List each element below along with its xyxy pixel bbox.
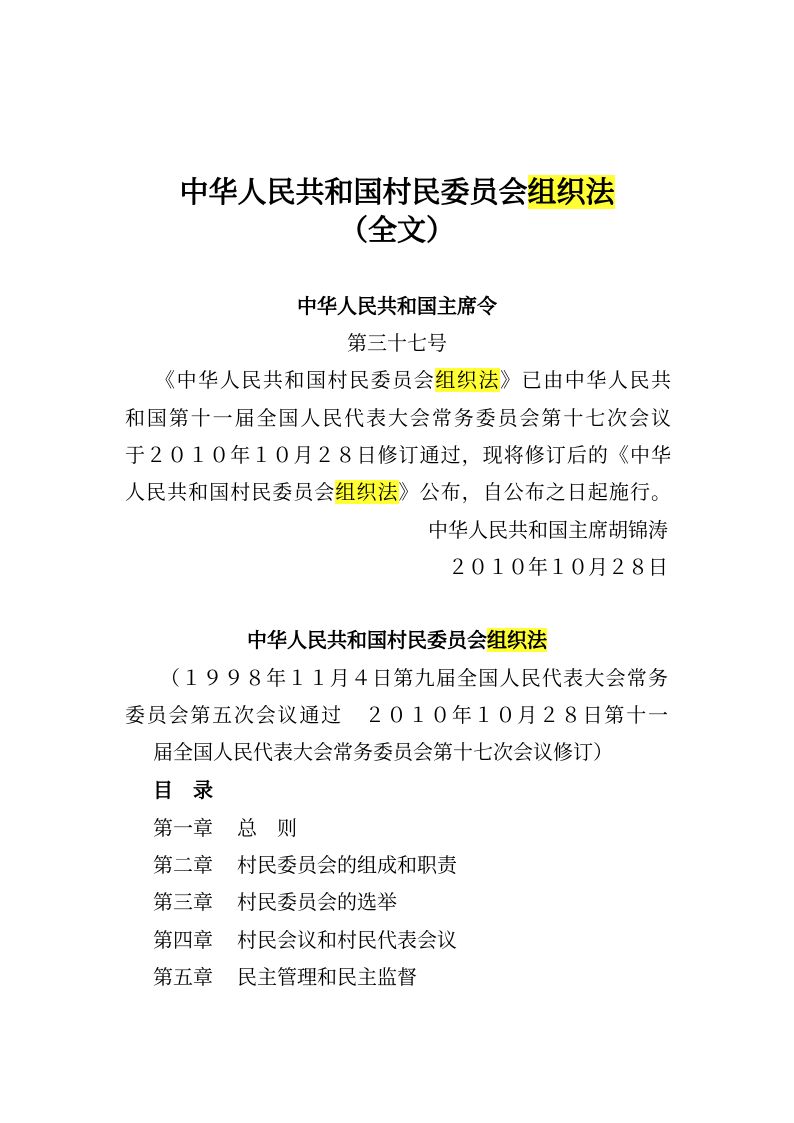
toc-item: 第五章 民主管理和民主监督: [153, 965, 417, 989]
order-signer: 中华人民共和国主席胡锦涛: [428, 518, 668, 542]
law-heading: 中华人民共和国村民委员会组织法: [247, 628, 547, 652]
toc-item: 第二章 村民委员会的组成和职责: [153, 853, 457, 877]
title-highlight: 组织法: [527, 175, 615, 209]
order-body-line-1: 《中华人民共和国村民委员会组织法》已由中华人民共: [155, 368, 672, 392]
document-subtitle: （全文）: [338, 213, 455, 247]
toc-heading: 目 录: [153, 778, 213, 802]
order-date: ２０１０年１０月２８日: [448, 555, 668, 579]
order-heading: 中华人民共和国主席令: [297, 294, 497, 318]
order-body-line-3: 于２０１０年１０月２８日修订通过，现将修订后的《中华: [125, 443, 671, 467]
toc-item: 第一章 总 则: [153, 816, 297, 840]
order-number: 第三十七号: [347, 331, 447, 355]
title-main: 中华人民共和国村民委员会: [179, 175, 528, 209]
law-note-line-1: （１９９８年１１月４日第九届全国人民代表大会常务: [160, 666, 668, 690]
order-body-line-2: 和国第十一届全国人民代表大会常务委员会第十七次会议: [125, 406, 671, 430]
law-note-line-3: 届全国人民代表大会常务委员会第十七次会议修订）: [153, 740, 613, 764]
law-note-line-2: 委员会第五次会议通过 ２０１０年１０月２８日第十一: [125, 703, 668, 727]
toc-item: 第四章 村民会议和村民代表会议: [153, 928, 457, 952]
order-body-line-4: 人民共和国村民委员会组织法》公布，自公布之日起施行。: [125, 480, 672, 504]
toc-item: 第三章 村民委员会的选举: [153, 890, 397, 914]
